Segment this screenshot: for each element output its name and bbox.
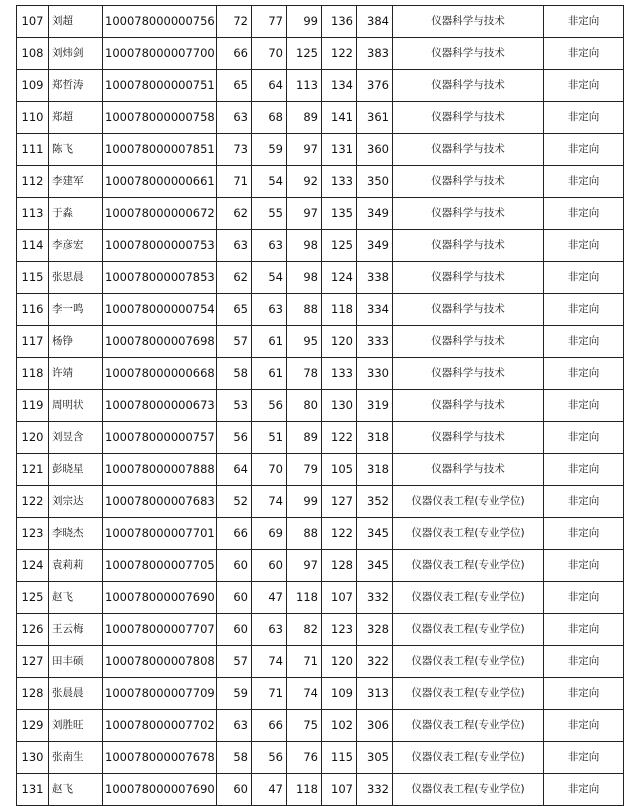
total-score-cell: 318 [357, 454, 393, 486]
major-cell: 仪器科学与技术 [393, 422, 544, 454]
score-subject1-cell: 97 [287, 550, 322, 582]
table-row [17, 646, 624, 678]
major-cell: 仪器仪表工程(专业学位) [393, 710, 544, 742]
table-row [17, 582, 624, 614]
table-row [17, 102, 624, 134]
direction-cell: 非定向 [544, 166, 624, 198]
score-subject1-cell: 98 [287, 230, 322, 262]
score-subject1-cell: 78 [287, 358, 322, 390]
major-cell: 仪器仪表工程(专业学位) [393, 742, 544, 774]
major-cell: 仪器科学与技术 [393, 262, 544, 294]
name-cell: 张思晨 [49, 262, 103, 294]
score-politics-cell: 59 [217, 678, 252, 710]
table-row [17, 230, 624, 262]
rank-cell: 113 [17, 198, 49, 230]
name-cell: 袁莉莉 [49, 550, 103, 582]
score-subject1-cell: 113 [287, 70, 322, 102]
score-subject2-cell: 102 [322, 710, 357, 742]
candidate-id-cell: 100078000000753 [103, 230, 217, 262]
table-row [17, 422, 624, 454]
score-english-cell: 59 [252, 134, 287, 166]
candidate-id-cell: 100078000007888 [103, 454, 217, 486]
table-row [17, 390, 624, 422]
major-cell: 仪器科学与技术 [393, 70, 544, 102]
major-cell: 仪器科学与技术 [393, 230, 544, 262]
score-subject1-cell: 125 [287, 38, 322, 70]
score-subject1-cell: 98 [287, 262, 322, 294]
rank-cell: 111 [17, 134, 49, 166]
score-english-cell: 56 [252, 390, 287, 422]
name-cell: 许靖 [49, 358, 103, 390]
major-cell: 仪器仪表工程(专业学位) [393, 614, 544, 646]
score-politics-cell: 58 [217, 742, 252, 774]
direction-cell: 非定向 [544, 582, 624, 614]
table-body [17, 6, 624, 806]
score-subject2-cell: 131 [322, 134, 357, 166]
table-row [17, 38, 624, 70]
name-cell: 郑哲涛 [49, 70, 103, 102]
table-row [17, 486, 624, 518]
score-sheet [16, 5, 624, 806]
direction-cell: 非定向 [544, 454, 624, 486]
score-subject1-cell: 99 [287, 486, 322, 518]
name-cell: 周明状 [49, 390, 103, 422]
total-score-cell: 328 [357, 614, 393, 646]
score-subject1-cell: 89 [287, 422, 322, 454]
score-subject2-cell: 141 [322, 102, 357, 134]
score-english-cell: 54 [252, 262, 287, 294]
table-row [17, 326, 624, 358]
direction-cell: 非定向 [544, 710, 624, 742]
total-score-cell: 345 [357, 518, 393, 550]
name-cell: 刘宗达 [49, 486, 103, 518]
score-subject2-cell: 122 [322, 518, 357, 550]
score-politics-cell: 65 [217, 294, 252, 326]
score-english-cell: 70 [252, 454, 287, 486]
score-politics-cell: 66 [217, 38, 252, 70]
direction-cell: 非定向 [544, 614, 624, 646]
candidate-id-cell: 100078000000673 [103, 390, 217, 422]
major-cell: 仪器科学与技术 [393, 6, 544, 38]
table-row [17, 678, 624, 710]
score-subject2-cell: 133 [322, 166, 357, 198]
score-subject2-cell: 107 [322, 582, 357, 614]
score-subject2-cell: 136 [322, 6, 357, 38]
candidate-id-cell: 100078000000756 [103, 6, 217, 38]
total-score-cell: 332 [357, 582, 393, 614]
candidate-id-cell: 100078000007851 [103, 134, 217, 166]
total-score-cell: 334 [357, 294, 393, 326]
major-cell: 仪器仪表工程(专业学位) [393, 646, 544, 678]
score-subject2-cell: 133 [322, 358, 357, 390]
score-english-cell: 66 [252, 710, 287, 742]
candidate-id-cell: 100078000007698 [103, 326, 217, 358]
total-score-cell: 361 [357, 102, 393, 134]
direction-cell: 非定向 [544, 262, 624, 294]
total-score-cell: 305 [357, 742, 393, 774]
score-subject2-cell: 120 [322, 326, 357, 358]
candidate-id-cell: 100078000000751 [103, 70, 217, 102]
table-row [17, 358, 624, 390]
score-subject1-cell: 76 [287, 742, 322, 774]
score-subject2-cell: 130 [322, 390, 357, 422]
score-english-cell: 71 [252, 678, 287, 710]
name-cell: 刘超 [49, 6, 103, 38]
score-politics-cell: 60 [217, 582, 252, 614]
score-subject1-cell: 79 [287, 454, 322, 486]
major-cell: 仪器科学与技术 [393, 358, 544, 390]
score-subject1-cell: 74 [287, 678, 322, 710]
score-subject2-cell: 123 [322, 614, 357, 646]
direction-cell: 非定向 [544, 742, 624, 774]
score-politics-cell: 53 [217, 390, 252, 422]
name-cell: 张南生 [49, 742, 103, 774]
name-cell: 刘胜旺 [49, 710, 103, 742]
name-cell: 王云梅 [49, 614, 103, 646]
score-english-cell: 64 [252, 70, 287, 102]
candidate-id-cell: 100078000000754 [103, 294, 217, 326]
total-score-cell: 383 [357, 38, 393, 70]
name-cell: 李一鸣 [49, 294, 103, 326]
rank-cell: 125 [17, 582, 49, 614]
rank-cell: 129 [17, 710, 49, 742]
rank-cell: 120 [17, 422, 49, 454]
table-row [17, 294, 624, 326]
rank-cell: 122 [17, 486, 49, 518]
major-cell: 仪器科学与技术 [393, 390, 544, 422]
direction-cell: 非定向 [544, 326, 624, 358]
name-cell: 赵飞 [49, 774, 103, 806]
name-cell: 郑超 [49, 102, 103, 134]
score-politics-cell: 64 [217, 454, 252, 486]
score-english-cell: 51 [252, 422, 287, 454]
score-english-cell: 63 [252, 294, 287, 326]
score-subject2-cell: 134 [322, 70, 357, 102]
table-row [17, 262, 624, 294]
major-cell: 仪器仪表工程(专业学位) [393, 486, 544, 518]
score-politics-cell: 56 [217, 422, 252, 454]
rank-cell: 118 [17, 358, 49, 390]
direction-cell: 非定向 [544, 646, 624, 678]
score-politics-cell: 63 [217, 230, 252, 262]
major-cell: 仪器科学与技术 [393, 198, 544, 230]
direction-cell: 非定向 [544, 422, 624, 454]
major-cell: 仪器仪表工程(专业学位) [393, 518, 544, 550]
candidate-id-cell: 100078000000668 [103, 358, 217, 390]
score-subject2-cell: 120 [322, 646, 357, 678]
total-score-cell: 349 [357, 198, 393, 230]
score-politics-cell: 71 [217, 166, 252, 198]
name-cell: 李晓杰 [49, 518, 103, 550]
score-subject2-cell: 127 [322, 486, 357, 518]
name-cell: 李建军 [49, 166, 103, 198]
rank-cell: 107 [17, 6, 49, 38]
rank-cell: 114 [17, 230, 49, 262]
table-row [17, 70, 624, 102]
score-subject1-cell: 95 [287, 326, 322, 358]
major-cell: 仪器科学与技术 [393, 326, 544, 358]
score-subject2-cell: 122 [322, 38, 357, 70]
candidate-id-cell: 100078000007702 [103, 710, 217, 742]
score-subject2-cell: 128 [322, 550, 357, 582]
total-score-cell: 332 [357, 774, 393, 806]
score-subject2-cell: 105 [322, 454, 357, 486]
rank-cell: 116 [17, 294, 49, 326]
rank-cell: 119 [17, 390, 49, 422]
score-politics-cell: 72 [217, 6, 252, 38]
candidate-id-cell: 100078000007707 [103, 614, 217, 646]
score-subject2-cell: 125 [322, 230, 357, 262]
table-row [17, 550, 624, 582]
table-row [17, 166, 624, 198]
name-cell: 于淼 [49, 198, 103, 230]
candidate-id-cell: 100078000000758 [103, 102, 217, 134]
rank-cell: 115 [17, 262, 49, 294]
major-cell: 仪器科学与技术 [393, 38, 544, 70]
candidate-id-cell: 100078000007690 [103, 582, 217, 614]
direction-cell: 非定向 [544, 6, 624, 38]
candidate-id-cell: 100078000000661 [103, 166, 217, 198]
name-cell: 杨铮 [49, 326, 103, 358]
score-english-cell: 74 [252, 486, 287, 518]
direction-cell: 非定向 [544, 518, 624, 550]
total-score-cell: 306 [357, 710, 393, 742]
score-subject1-cell: 89 [287, 102, 322, 134]
total-score-cell: 333 [357, 326, 393, 358]
table-row [17, 710, 624, 742]
table-row [17, 198, 624, 230]
score-politics-cell: 57 [217, 326, 252, 358]
candidate-id-cell: 100078000007808 [103, 646, 217, 678]
score-english-cell: 60 [252, 550, 287, 582]
score-subject1-cell: 71 [287, 646, 322, 678]
score-politics-cell: 62 [217, 262, 252, 294]
total-score-cell: 345 [357, 550, 393, 582]
total-score-cell: 384 [357, 6, 393, 38]
rank-cell: 131 [17, 774, 49, 806]
score-english-cell: 68 [252, 102, 287, 134]
score-english-cell: 47 [252, 582, 287, 614]
rank-cell: 123 [17, 518, 49, 550]
direction-cell: 非定向 [544, 358, 624, 390]
name-cell: 刘昱含 [49, 422, 103, 454]
major-cell: 仪器科学与技术 [393, 134, 544, 166]
name-cell: 田丰硕 [49, 646, 103, 678]
score-subject2-cell: 135 [322, 198, 357, 230]
score-subject1-cell: 99 [287, 6, 322, 38]
candidate-id-cell: 100078000007690 [103, 774, 217, 806]
direction-cell: 非定向 [544, 550, 624, 582]
score-politics-cell: 62 [217, 198, 252, 230]
score-politics-cell: 58 [217, 358, 252, 390]
score-politics-cell: 63 [217, 710, 252, 742]
rank-cell: 110 [17, 102, 49, 134]
major-cell: 仪器仪表工程(专业学位) [393, 774, 544, 806]
candidate-id-cell: 100078000007700 [103, 38, 217, 70]
direction-cell: 非定向 [544, 134, 624, 166]
major-cell: 仪器仪表工程(专业学位) [393, 550, 544, 582]
candidate-id-cell: 100078000007705 [103, 550, 217, 582]
score-subject1-cell: 80 [287, 390, 322, 422]
score-politics-cell: 57 [217, 646, 252, 678]
major-cell: 仪器仪表工程(专业学位) [393, 678, 544, 710]
score-politics-cell: 60 [217, 614, 252, 646]
total-score-cell: 376 [357, 70, 393, 102]
score-english-cell: 55 [252, 198, 287, 230]
name-cell: 张晨晨 [49, 678, 103, 710]
direction-cell: 非定向 [544, 678, 624, 710]
score-politics-cell: 60 [217, 550, 252, 582]
score-english-cell: 63 [252, 614, 287, 646]
score-subject2-cell: 115 [322, 742, 357, 774]
score-subject1-cell: 92 [287, 166, 322, 198]
total-score-cell: 352 [357, 486, 393, 518]
rank-cell: 124 [17, 550, 49, 582]
score-subject1-cell: 75 [287, 710, 322, 742]
candidate-id-cell: 100078000007678 [103, 742, 217, 774]
major-cell: 仪器科学与技术 [393, 102, 544, 134]
direction-cell: 非定向 [544, 198, 624, 230]
rank-cell: 130 [17, 742, 49, 774]
candidate-id-cell: 100078000007683 [103, 486, 217, 518]
name-cell: 李彦宏 [49, 230, 103, 262]
direction-cell: 非定向 [544, 390, 624, 422]
rank-cell: 127 [17, 646, 49, 678]
major-cell: 仪器科学与技术 [393, 294, 544, 326]
score-english-cell: 69 [252, 518, 287, 550]
candidate-id-cell: 100078000007701 [103, 518, 217, 550]
score-politics-cell: 63 [217, 102, 252, 134]
table-row [17, 134, 624, 166]
score-subject2-cell: 107 [322, 774, 357, 806]
score-english-cell: 70 [252, 38, 287, 70]
candidate-id-cell: 100078000007709 [103, 678, 217, 710]
total-score-cell: 338 [357, 262, 393, 294]
score-politics-cell: 66 [217, 518, 252, 550]
total-score-cell: 322 [357, 646, 393, 678]
table-row [17, 614, 624, 646]
score-english-cell: 63 [252, 230, 287, 262]
rank-cell: 126 [17, 614, 49, 646]
score-subject1-cell: 88 [287, 294, 322, 326]
total-score-cell: 313 [357, 678, 393, 710]
score-english-cell: 47 [252, 774, 287, 806]
direction-cell: 非定向 [544, 774, 624, 806]
table-row [17, 454, 624, 486]
score-english-cell: 61 [252, 358, 287, 390]
score-subject2-cell: 122 [322, 422, 357, 454]
major-cell: 仪器科学与技术 [393, 166, 544, 198]
major-cell: 仪器仪表工程(专业学位) [393, 582, 544, 614]
major-cell: 仪器科学与技术 [393, 454, 544, 486]
direction-cell: 非定向 [544, 230, 624, 262]
score-subject1-cell: 97 [287, 134, 322, 166]
score-subject1-cell: 82 [287, 614, 322, 646]
name-cell: 彭晓星 [49, 454, 103, 486]
score-english-cell: 77 [252, 6, 287, 38]
table-row [17, 518, 624, 550]
candidate-id-cell: 100078000000672 [103, 198, 217, 230]
admission-score-table [16, 5, 624, 806]
direction-cell: 非定向 [544, 38, 624, 70]
total-score-cell: 360 [357, 134, 393, 166]
score-subject1-cell: 118 [287, 774, 322, 806]
candidate-id-cell: 100078000000757 [103, 422, 217, 454]
score-subject1-cell: 88 [287, 518, 322, 550]
score-english-cell: 74 [252, 646, 287, 678]
total-score-cell: 330 [357, 358, 393, 390]
rank-cell: 109 [17, 70, 49, 102]
table-row [17, 774, 624, 806]
score-politics-cell: 52 [217, 486, 252, 518]
direction-cell: 非定向 [544, 294, 624, 326]
total-score-cell: 350 [357, 166, 393, 198]
candidate-id-cell: 100078000007853 [103, 262, 217, 294]
rank-cell: 128 [17, 678, 49, 710]
total-score-cell: 318 [357, 422, 393, 454]
name-cell: 赵飞 [49, 582, 103, 614]
rank-cell: 121 [17, 454, 49, 486]
rank-cell: 108 [17, 38, 49, 70]
name-cell: 陈飞 [49, 134, 103, 166]
direction-cell: 非定向 [544, 70, 624, 102]
score-english-cell: 61 [252, 326, 287, 358]
total-score-cell: 319 [357, 390, 393, 422]
score-english-cell: 54 [252, 166, 287, 198]
score-subject2-cell: 124 [322, 262, 357, 294]
score-politics-cell: 73 [217, 134, 252, 166]
score-subject2-cell: 109 [322, 678, 357, 710]
rank-cell: 117 [17, 326, 49, 358]
total-score-cell: 349 [357, 230, 393, 262]
direction-cell: 非定向 [544, 486, 624, 518]
table-row [17, 742, 624, 774]
score-english-cell: 56 [252, 742, 287, 774]
score-subject2-cell: 118 [322, 294, 357, 326]
score-politics-cell: 60 [217, 774, 252, 806]
direction-cell: 非定向 [544, 102, 624, 134]
score-subject1-cell: 97 [287, 198, 322, 230]
rank-cell: 112 [17, 166, 49, 198]
score-subject1-cell: 118 [287, 582, 322, 614]
score-politics-cell: 65 [217, 70, 252, 102]
name-cell: 刘炜剑 [49, 38, 103, 70]
table-row [17, 6, 624, 38]
